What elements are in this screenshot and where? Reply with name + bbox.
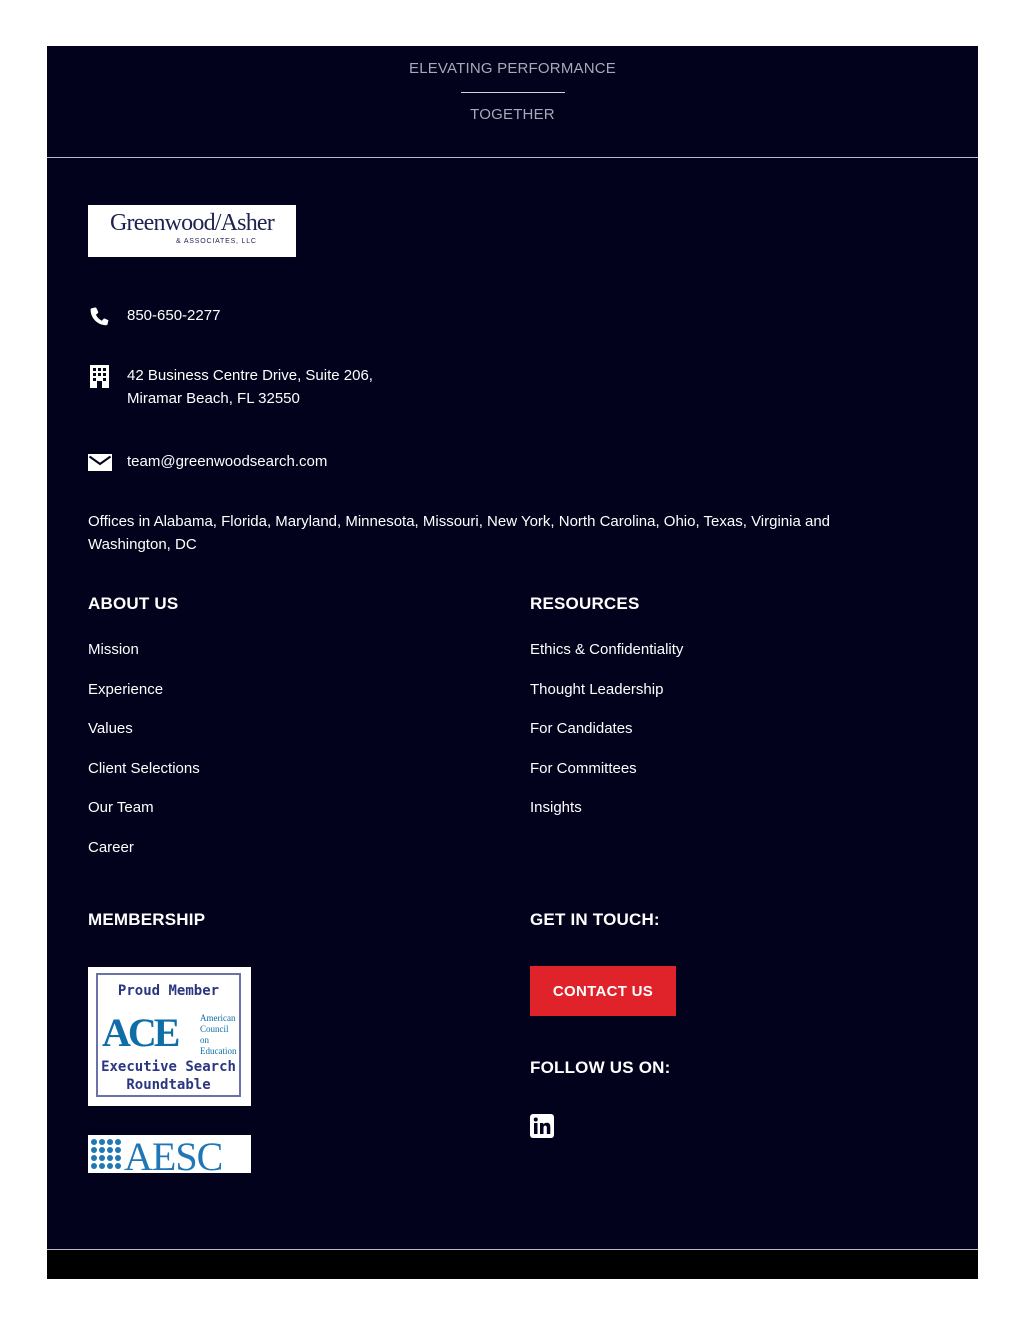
resources-link-thought-leadership[interactable]: Thought Leadership	[530, 680, 664, 698]
offices-text: Offices in Alabama, Florida, Maryland, Minnesota, Missouri, New York, North Carolina, Ohio, Texas, Virginia and Washington, DC	[88, 513, 831, 553]
membership-heading: MEMBERSHIP	[88, 910, 206, 929]
address-line-2: Miramar Beach, FL 32550	[127, 390, 300, 407]
about-link-our-team[interactable]: Our Team	[88, 799, 154, 817]
resources-links	[530, 639, 683, 837]
ace-badge-line-3: Roundtable	[126, 1077, 211, 1093]
resources-link-for-committees[interactable]: For Committees	[530, 759, 637, 777]
ace-badge-org-line-1: American	[200, 1013, 236, 1023]
ace-badge-org	[200, 1013, 239, 1057]
tagline-rule	[461, 92, 565, 93]
ace-badge-org-line-2: Council on	[200, 1024, 229, 1045]
about-link-career[interactable]: Career	[88, 838, 134, 856]
logo-name: Greenwood/Asher	[110, 210, 274, 236]
address-line-1: 42 Business Centre Drive, Suite 206,	[127, 367, 373, 384]
envelope-icon	[88, 450, 112, 474]
tagline-line-2: TOGETHER	[470, 106, 555, 123]
linkedin-icon[interactable]	[530, 1114, 554, 1138]
email-address[interactable]: team@greenwoodsearch.com	[127, 453, 328, 470]
about-heading: ABOUT US	[88, 594, 179, 613]
aesc-dots-icon	[90, 1138, 122, 1170]
building-icon	[88, 364, 112, 388]
resources-link-for-candidates[interactable]: For Candidates	[530, 720, 633, 738]
ace-badge-line-2: Executive Search	[101, 1059, 236, 1075]
ace-badge-acronym: ACE	[102, 1010, 178, 1055]
about-link-mission[interactable]: Mission	[88, 641, 139, 658]
ace-badge-org-line-3: Education	[200, 1046, 237, 1056]
about-link-experience[interactable]: Experience	[88, 680, 164, 698]
tagline	[47, 46, 978, 157]
aesc-badge[interactable]	[88, 1134, 251, 1179]
footer-panel	[47, 46, 978, 1279]
phone-number[interactable]: 850-650-2277	[127, 307, 221, 324]
about-link-client-selections[interactable]: Client Selections	[88, 759, 200, 777]
bottom-bar	[47, 1250, 978, 1279]
resources-link-insights[interactable]: Insights	[530, 799, 582, 817]
phone-icon	[88, 304, 112, 328]
logo-subtitle: & ASSOCIATES, LLC	[176, 238, 257, 245]
aesc-text: AESC	[124, 1134, 223, 1179]
ace-member-badge[interactable]	[88, 967, 251, 1106]
about-link-values[interactable]: Values	[88, 720, 133, 738]
tagline-line-1: ELEVATING PERFORMANCE	[408, 60, 616, 77]
divider	[47, 157, 978, 158]
follow-heading: FOLLOW US ON:	[530, 1058, 671, 1077]
about-links	[88, 639, 200, 877]
company-logo[interactable]	[88, 205, 296, 257]
get-in-touch-heading: GET IN TOUCH:	[530, 910, 660, 929]
resources-heading: RESOURCES	[530, 594, 640, 613]
contact-us-button[interactable]: CONTACT US	[530, 966, 676, 1016]
ace-badge-line-1: Proud Member	[117, 983, 220, 999]
resources-link-ethics[interactable]: Ethics & Confidentiality	[530, 641, 684, 658]
ace-badge-frame	[96, 973, 241, 1097]
